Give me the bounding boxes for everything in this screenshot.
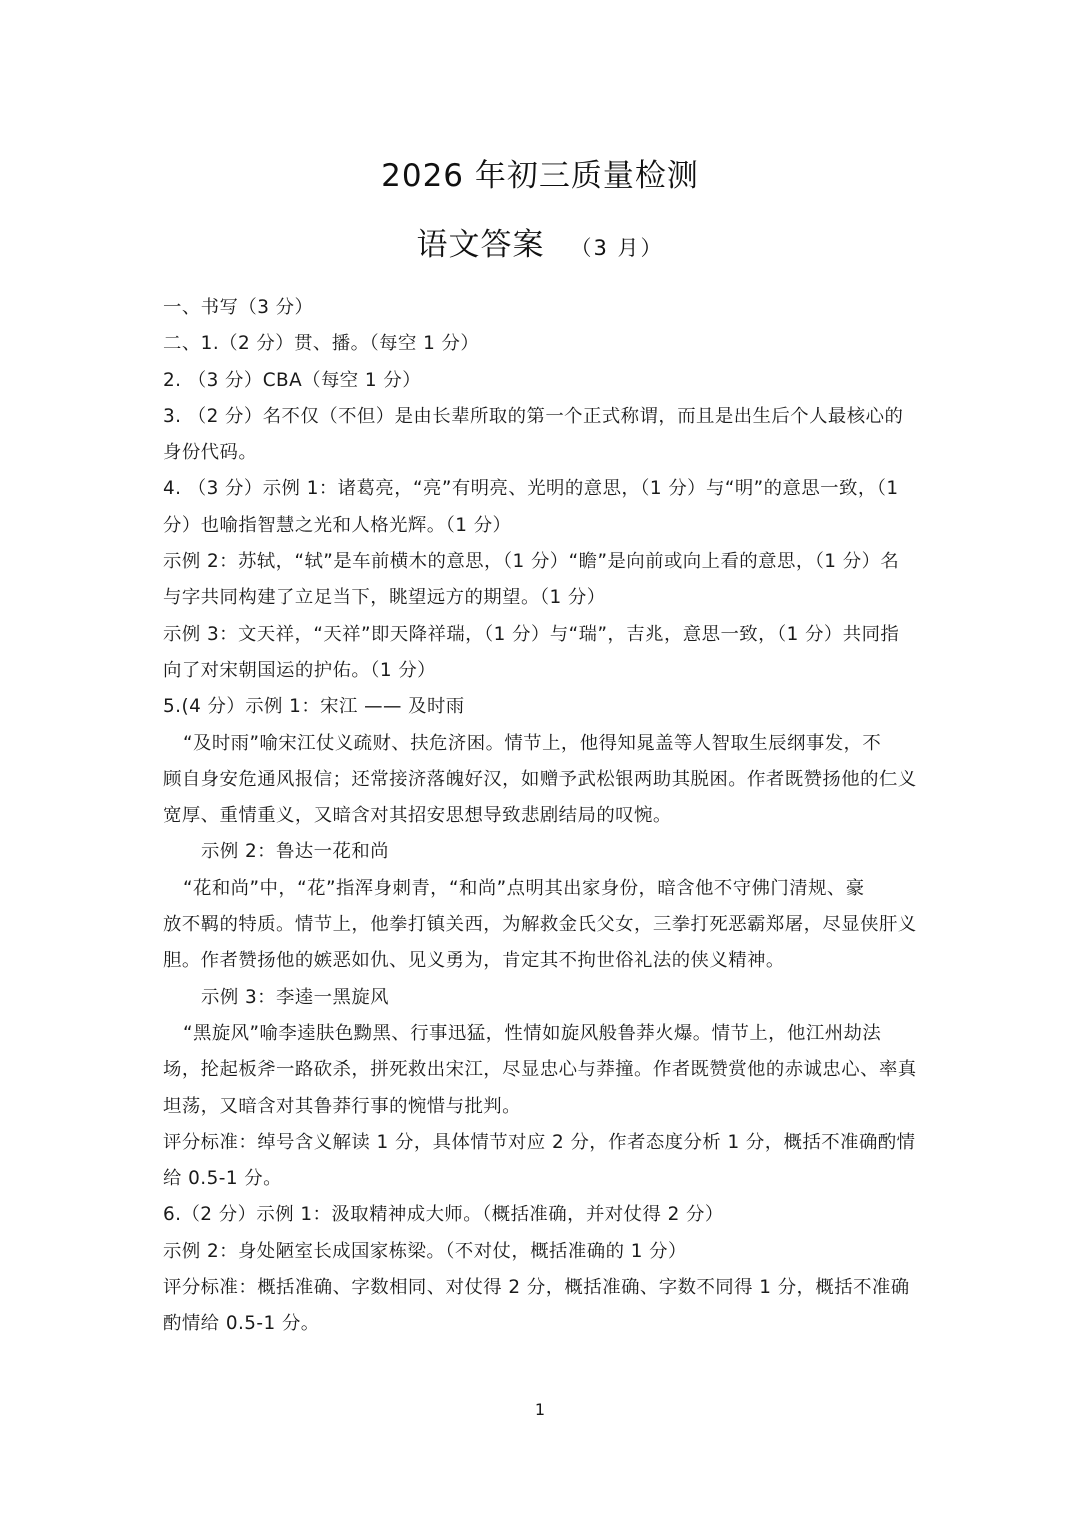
document-title: 2026 年初三质量检测: [381, 158, 699, 194]
text-line: 放不羁的特质。情节上，他拳打镇关西，为解救金氏父女，三拳打死恶霸郑屠，尽显侠肝义: [163, 914, 917, 936]
text-line: 胆。作者赞扬他的嫉恶如仇、见义勇为，肯定其不拘世俗礼法的侠义精神。: [163, 950, 785, 972]
text-line: 示例 3：文天祥，“天祥”即天降祥瑞，（1 分）与“瑞”，吉兆，意思一致，（1 分）共同指: [163, 623, 900, 645]
text-line: 4. （3 分）示例 1：诸葛亮，“亮”有明亮、光明的意思，（1 分）与“明”的意思一致，（1: [163, 478, 899, 500]
page-number: 1: [534, 1400, 546, 1419]
text-line: 评分标准：概括准确、字数相同、对仗得 2 分，概括准确、字数不同得 1 分，概括不准确: [163, 1277, 910, 1299]
text-line: 场，抡起板斧一路砍杀，拼死救出宋江，尽显忠心与莽撞。作者既赞赏他的赤诚忠心、率真: [163, 1059, 917, 1081]
text-line: 宽厚、重情重义，又暗含对其招安思想导致悲剧结局的叹惋。: [163, 805, 672, 827]
text-line: 评分标准：绰号含义解读 1 分，具体情节对应 2 分，作者态度分析 1 分，概括不准确酌情: [163, 1131, 916, 1153]
text-line: 酌情给 0.5-1 分。: [163, 1313, 320, 1335]
document-subtitle: 语文答案: [416, 227, 545, 263]
text-line: 示例 2：鲁达一花和尚: [201, 841, 390, 863]
text-line: 身份代码。: [163, 442, 258, 464]
text-line: “黑旋风”喻李逵肤色黝黑、行事迅猛，性情如旋风般鲁莽火爆。情节上，他江州劫法: [183, 1022, 882, 1044]
answer-body: [163, 290, 920, 1343]
text-line: 6.（2 分）示例 1：汲取精神成大师。（概括准确，并对仗得 2 分）: [163, 1204, 724, 1226]
document-subtitle-note: （3 月）: [570, 236, 664, 260]
text-line: 示例 2：苏轼，“轼”是车前横木的意思，（1 分）“瞻”是向前或向上看的意思，（1 分）名: [163, 551, 900, 573]
text-line: “花和尚”中，“花”指浑身刺青，“和尚”点明其出家身份，暗含他不守佛门清规、豪: [183, 877, 865, 899]
text-line: 分）也喻指智慧之光和人格光辉。（1 分）: [163, 514, 512, 536]
text-line: 5.(4 分）示例 1：宋江 —— 及时雨: [163, 696, 465, 718]
document-subtitle-row: [0, 225, 1080, 268]
text-line: 3. （2 分）名不仅（不但）是由长辈所取的第一个正式称谓，而且是出生后个人最核心的: [163, 405, 904, 427]
text-line: 向了对宋朝国运的护佑。（1 分）: [163, 659, 437, 681]
text-line: 示例 3：李逵一黑旋风: [201, 986, 390, 1008]
text-line: “及时雨”喻宋江仗义疏财、扶危济困。情节上，他得知晁盖等人智取生辰纲事发，不: [183, 732, 882, 754]
text-line: 二、1.（2 分）贯、播。（每空 1 分）: [163, 333, 480, 355]
text-line: 给 0.5-1 分。: [163, 1168, 282, 1190]
text-line: 顾自身安危通风报信；还常接济落魄好汉，如赠予武松银两助其脱困。作者既赞扬他的仁义: [163, 768, 917, 790]
text-line: 示例 2：身处陋室长成国家栋梁。（不对仗，概括准确的 1 分）: [163, 1240, 687, 1262]
text-line: 一、书写（3 分）: [163, 297, 314, 318]
text-line: 坦荡，又暗含对其鲁莽行事的惋惜与批判。: [163, 1095, 521, 1117]
text-line: 与字共同构建了立足当下，眺望远方的期望。（1 分）: [163, 587, 606, 609]
text-line: 2. （3 分）CBA（每空 1 分）: [163, 369, 422, 391]
